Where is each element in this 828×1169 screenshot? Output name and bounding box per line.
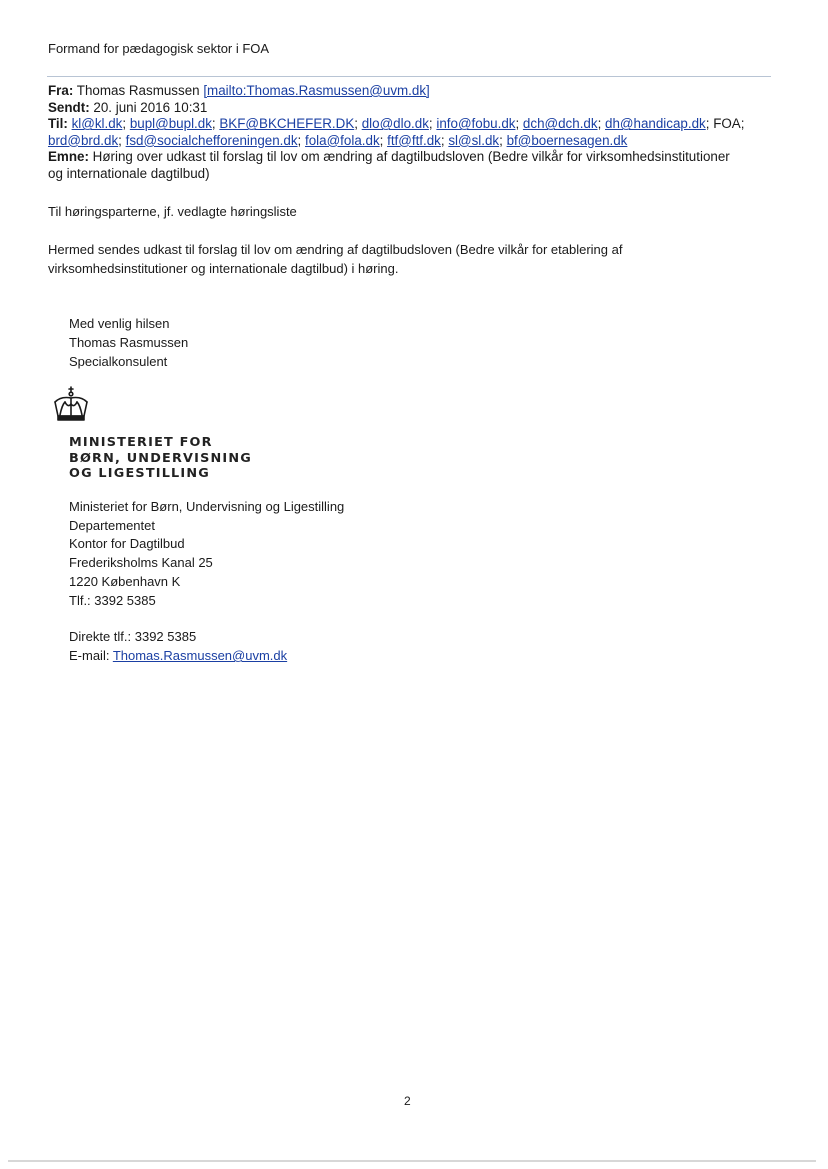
address-line: Ministeriet for Børn, Undervisning og Ligestilling bbox=[69, 499, 345, 514]
recipient-link[interactable]: bupl@bupl.dk bbox=[129, 116, 212, 132]
recipient-link[interactable]: ftf@ftf.dk bbox=[387, 132, 441, 148]
address-line: Frederiksholms Kanal 25 bbox=[69, 555, 213, 571]
subject-label: Emne: bbox=[48, 149, 89, 165]
greeting-text: Til høringsparterne, jf. vedlagte høringsliste bbox=[48, 204, 297, 219]
address-line: Tlf.: 3392 5385 bbox=[69, 592, 156, 608]
to-row: Til: kl@kl.dk; bupl@bupl.dk; BKF@BKCHEFER.DK; dlo@dlo.dk; info@fobu.dk; dch@dch.dk; dh@handicap.dk; FOA; brd@brd.dk; fsd@socialchefforeningen.dk; fola@fola.dk; ftf@ftf.dk; sl@sl.dk; bf@boernesagen.dk bbox=[48, 116, 745, 148]
sent-value: 20. juni 2016 10:31 bbox=[93, 99, 208, 115]
footer-divider bbox=[8, 1160, 816, 1162]
email-link[interactable]: Thomas.Rasmussen@uvm.dk bbox=[112, 648, 288, 663]
subject-line-1: Høring over udkast til forslag til lov om ændring af dagtilbudsloven (Bedre vilkår for virksomhedsinstitutioner bbox=[92, 149, 730, 165]
from-name: Thomas Rasmussen bbox=[76, 83, 200, 98]
sent-label: Sendt: bbox=[48, 99, 90, 115]
recipient-text: FOA bbox=[713, 116, 741, 132]
crown-icon bbox=[51, 386, 91, 426]
body-line-1: Hermed sendes udkast til forslag til lov om ændring af dagtilbudsloven (Bedre vilkår for etablering af bbox=[48, 242, 623, 257]
from-row bbox=[48, 83, 778, 100]
recipient-link[interactable]: bf@boernesagen.dk bbox=[506, 132, 628, 148]
recipient-link[interactable]: fola@fola.dk bbox=[305, 132, 380, 148]
from-mailto-link[interactable]: [mailto:Thomas.Rasmussen@uvm.dk] bbox=[203, 83, 430, 98]
body-line-2: virksomhedsinstitutioner og internationale dagtilbud) i høring. bbox=[48, 261, 399, 276]
recipient-link[interactable]: sl@sl.dk bbox=[448, 132, 500, 148]
sent-row bbox=[48, 100, 778, 117]
logo-line-3: OG LIGESTILLING bbox=[69, 466, 210, 481]
recipient-link[interactable]: BKF@BKCHEFER.DK bbox=[219, 116, 355, 132]
recipient-link[interactable]: dch@dch.dk bbox=[522, 116, 598, 132]
recipient-link[interactable]: dh@handicap.dk bbox=[605, 116, 706, 132]
to-label: Til: bbox=[48, 116, 68, 132]
recipient-link[interactable]: brd@brd.dk bbox=[48, 132, 119, 148]
subject-line-2: og internationale dagtilbud) bbox=[48, 165, 210, 181]
recipient-link[interactable]: fsd@socialchefforeningen.dk bbox=[125, 132, 298, 148]
signer-name: Thomas Rasmussen bbox=[69, 335, 189, 350]
recipient-link[interactable]: dlo@dlo.dk bbox=[361, 116, 429, 132]
logo-line-2: BØRN, UNDERVISNING bbox=[69, 450, 252, 466]
header-divider bbox=[47, 76, 771, 77]
contact-block bbox=[69, 627, 287, 665]
address-line: Kontor for Dagtilbud bbox=[69, 536, 185, 552]
ministry-logo-text bbox=[69, 435, 252, 482]
address-line: Departementet bbox=[69, 517, 155, 533]
body-paragraph bbox=[48, 240, 622, 278]
subject-row bbox=[48, 149, 778, 182]
email-row bbox=[69, 646, 287, 665]
from-label: Fra: bbox=[48, 83, 74, 98]
email-label: E-mail: bbox=[69, 648, 113, 663]
address-block bbox=[69, 498, 344, 610]
address-line: 1220 København K bbox=[69, 573, 181, 589]
recipient-link[interactable]: info@fobu.dk bbox=[436, 116, 516, 132]
email-header bbox=[48, 83, 778, 183]
direct-phone: Direkte tlf.: 3392 5385 bbox=[69, 629, 197, 644]
recipient-heading: Formand for pædagogisk sektor i FOA bbox=[48, 41, 270, 56]
logo-line-1: MINISTERIET FOR bbox=[69, 435, 213, 450]
closing-text: Med venlig hilsen bbox=[69, 316, 170, 331]
signature-block bbox=[69, 314, 188, 371]
signer-title: Specialkonsulent bbox=[69, 354, 168, 369]
page-number: 2 bbox=[404, 1094, 411, 1108]
recipient-link[interactable]: kl@kl.dk bbox=[71, 116, 123, 132]
